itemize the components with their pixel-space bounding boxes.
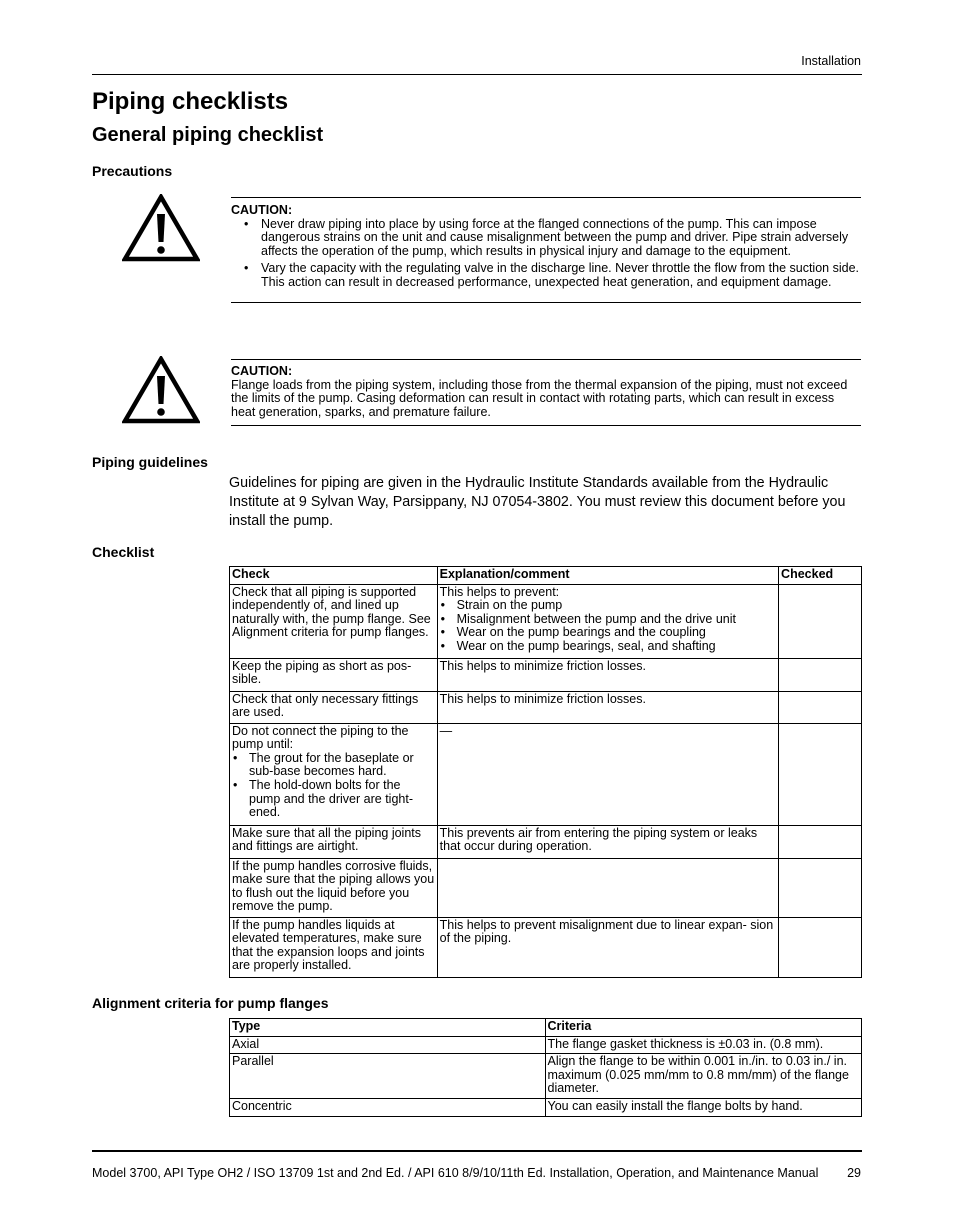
- warning-triangle-icon: [122, 356, 200, 424]
- section-title: General piping checklist: [92, 124, 324, 146]
- guidelines-text: Guidelines for piping are given in the Hydraulic Institute Standards available from the Hydraulic Institute at 9 Sylvan Way, Parsippany, NJ 07054-3802. You must review this document before you install the pump.: [229, 475, 846, 529]
- bullet: •: [233, 750, 238, 765]
- warning-triangle-icon: [122, 194, 200, 262]
- check-intro: Do not connect the piping to the pump until:: [232, 723, 409, 752]
- page-title: Piping checklists: [92, 88, 289, 115]
- column-header: Checked: [779, 567, 862, 585]
- table-row: [230, 584, 862, 658]
- table-row: [230, 1098, 862, 1116]
- page-number: 29: [847, 1166, 861, 1180]
- explanation-cell: —: [437, 723, 778, 825]
- table-row: [230, 723, 862, 825]
- running-header: Installation: [801, 54, 861, 68]
- list-item-text: Wear on the pump bearings, seal, and shafting: [456, 638, 716, 653]
- guidelines-heading: Piping guidelines: [92, 454, 208, 470]
- explanation-cell: This helps to prevent misalignment due to linear expan- sion of the piping.: [437, 917, 778, 977]
- checklist-table: [229, 566, 862, 978]
- table-header-row: [230, 567, 862, 585]
- checked-cell[interactable]: [779, 723, 862, 825]
- checked-cell[interactable]: [779, 825, 862, 858]
- list-item: [440, 640, 776, 654]
- explanation-cell: [437, 858, 778, 917]
- caution-text: Flange loads from the piping system, including those from the thermal expansion of the piping, must not exceed the limits of the pump. Casing deformation can result in contact with rotating parts, which can result in excess heat generation, sparks, and premature failure.: [231, 377, 848, 419]
- caution-label: CAUTION:: [231, 364, 293, 378]
- caution-list: [231, 218, 861, 290]
- list-item-text: Strain on the pump: [456, 598, 563, 613]
- list-item: [440, 599, 776, 613]
- checked-cell[interactable]: [779, 691, 862, 723]
- bullet: •: [440, 598, 446, 613]
- list-item-text: The grout for the baseplate or sub-base becomes hard.: [249, 750, 414, 779]
- explanation-cell: [437, 584, 778, 658]
- check-cell: Check that all piping is supported independently of, and lined up naturally with, the pump flange. See Alignment criteria for pump flanges.: [230, 584, 438, 658]
- footer-text: Model 3700, API Type OH2 / ISO 13709 1st and 2nd Ed. / API 610 8/9/10/11th Ed. Installation, Operation, and Maintenance Manual: [92, 1166, 819, 1180]
- check-cell: If the pump handles liquids at elevated temperatures, make sure that the expansion loops and joints are properly installed.: [230, 917, 438, 977]
- explanation-intro: This helps to prevent:: [439, 584, 560, 599]
- bullet: •: [244, 216, 249, 231]
- check-cell: Check that only necessary fittings are used.: [230, 691, 438, 723]
- caution-box-2: [231, 359, 861, 426]
- alignment-table: [229, 1018, 862, 1117]
- type-cell: Parallel: [230, 1054, 546, 1099]
- caution-label: CAUTION:: [231, 203, 293, 217]
- bullet: •: [440, 611, 446, 626]
- caution-item: [231, 218, 861, 259]
- list-item-text: The hold-down bolts for the pump and the driver are tight- ened.: [249, 777, 413, 820]
- header-rule: [92, 74, 862, 75]
- explanation-cell: This helps to minimize friction losses.: [437, 691, 778, 723]
- checklist-heading: Checklist: [92, 544, 155, 560]
- column-header: Explanation/comment: [437, 567, 778, 585]
- table-row: [230, 1054, 862, 1099]
- check-cell: Keep the piping as short as pos- sible.: [230, 658, 438, 691]
- list-item-text: Wear on the pump bearings and the coupling: [456, 625, 706, 640]
- table-row: [230, 1036, 862, 1054]
- precautions-heading: Precautions: [92, 163, 173, 179]
- footer-rule: [92, 1150, 862, 1152]
- alignment-heading: Alignment criteria for pump flanges: [92, 995, 329, 1011]
- checked-cell[interactable]: [779, 658, 862, 691]
- table-row: [230, 658, 862, 691]
- column-header: Type: [230, 1019, 546, 1037]
- checked-cell[interactable]: [779, 584, 862, 658]
- table-row: [230, 858, 862, 917]
- table-row: [230, 917, 862, 977]
- criteria-cell: You can easily install the flange bolts by hand.: [545, 1098, 862, 1116]
- explanation-cell: This prevents air from entering the piping system or leaks that occur during operation.: [437, 825, 778, 858]
- checked-cell[interactable]: [779, 917, 862, 977]
- check-cell: [230, 723, 438, 825]
- bullet: •: [244, 261, 249, 276]
- column-header: Criteria: [545, 1019, 862, 1037]
- check-cell: Make sure that all the piping joints and fittings are airtight.: [230, 825, 438, 858]
- caution-item-text: Vary the capacity with the regulating valve in the discharge line. Never throttle the flow from the suction side. This action can result in decreased performance, unexpected heat generation, and equipment damage.: [261, 261, 859, 289]
- table-header-row: [230, 1019, 862, 1037]
- list-item: [440, 613, 776, 627]
- checked-cell[interactable]: [779, 858, 862, 917]
- caution-item: [231, 262, 861, 289]
- list-item: [440, 626, 776, 640]
- table-row: [230, 825, 862, 858]
- list-item: [232, 752, 435, 779]
- criteria-cell: Align the flange to be within 0.001 in./in. to 0.03 in./ in. maximum (0.025 mm/mm to 0.8 mm/mm) of the flange diameter.: [545, 1054, 862, 1099]
- table-row: [230, 691, 862, 723]
- check-list: [232, 752, 435, 820]
- explanation-cell: This helps to minimize friction losses.: [437, 658, 778, 691]
- type-cell: Concentric: [230, 1098, 546, 1116]
- column-header: Check: [230, 567, 438, 585]
- check-cell: If the pump handles corrosive fluids, make sure that the piping allows you to flush out the liquid before you remove the pump.: [230, 858, 438, 917]
- bullet: •: [233, 777, 238, 792]
- explanation-list: [440, 599, 776, 653]
- type-cell: Axial: [230, 1036, 546, 1054]
- caution-box-1: [231, 197, 861, 303]
- bullet: •: [440, 625, 446, 640]
- list-item-text: Misalignment between the pump and the drive unit: [456, 611, 736, 626]
- caution-item-text: Never draw piping into place by using force at the flanged connections of the pump. This can impose dangerous strains on the unit and cause misalignment between the pump and driver. Pipe strain adversely affects the operation of the pump, which results in physical injury and damage to the equipment.: [261, 216, 849, 258]
- bullet: •: [440, 638, 446, 653]
- criteria-cell: The flange gasket thickness is ±0.03 in. (0.8 mm).: [545, 1036, 862, 1054]
- list-item: [232, 779, 435, 820]
